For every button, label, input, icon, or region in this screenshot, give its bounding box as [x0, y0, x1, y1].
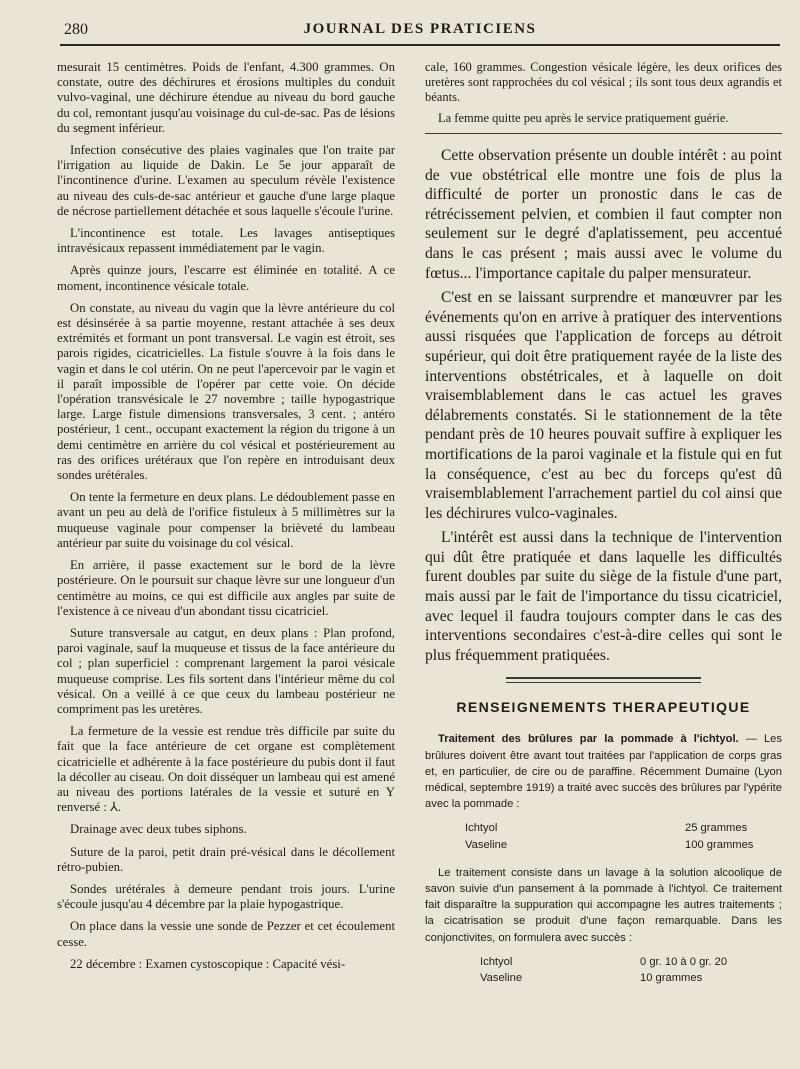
item-title: Traitement des brûlures par la pommade à l'ichtyol. — [438, 733, 739, 746]
formula-row — [425, 970, 782, 986]
paragraph: Infection consécutive des plaies vaginales que l'on traite par l'irrigation au liquide de Dakin. Le 5e jour apparaît de l'incontinence d'urine. L'examen au speculum révèle l'existence au niveau des culs-de-sac antérieur et gauche d'une large plaque de nécrose partiellement détachée et sous laquelle s'écoule l'urine. — [57, 143, 395, 218]
formula-row — [425, 820, 782, 836]
intro-text: — Les brûlures doivent être avant tout traitées par l'application de corps gras et, en particulier, de cire ou de paraffine. Récemment Dumaine (Lyon médical, septembre 1919) a traité avec succès des brûlures par l'ypérite avec la pommade : — [425, 733, 782, 811]
paragraph: Sondes urétérales à demeure pendant trois jours. L'urine s'écoule jusqu'au 4 décembre par la plaie hypogastrique. — [57, 881, 395, 912]
paragraph: Le traitement consiste dans un lavage à la solution alcoolique de savon suivie d'un pansement à la pommade à l'ichtyol. Ce traitement fait disparaître la suppuration qui accompagne les autres traitements ; la cicatrisation se produit d'une façon remarquable. Dans les conjonctivites, on formulera avec succès : — [425, 866, 782, 944]
case-continuation — [425, 60, 782, 126]
journal-title: JOURNAL DES PRATICIENS — [303, 21, 537, 37]
therapeutics-section — [425, 731, 782, 986]
paragraph: En arrière, il passe exactement sur le bord de la lèvre postérieure. On le poursuit sur chaque lèvre sur une longueur d'un centimètre au moins, ce qui est difficile aux angles par suite de l'existence à ce niveau d'un abondant tissu cicatriciel. — [57, 558, 395, 618]
paragraph: On constate, au niveau du vagin que la lèvre antérieure du col est désinsérée à sa partie moyenne, restant attachée à ses deux extrémités et formant un pont transversal. Le vagin est étroit, ses parois rigides, cicatricielles. La fistule s'ouvre à la fois dans le vagin et dans le col utérin. On ne peut l'apercevoir par le vagin et il paraît impossible de l'opérer par cette voie. On décide l'opération transvésicale le 27 novembre ; taille hypogastrique large. Large fistule dimensions transversales, 3 cent. ; antéro postérieur, 1 cent., occupant exactement la région du trigone à un demi centimètre en arrière du col vésical et postérieurement au ras des orifices urétéraux que l'on repère en introduisant deux sondes urétérales. — [57, 300, 395, 483]
formula-row — [425, 954, 782, 970]
ingredient-amount: 100 grammes — [685, 838, 754, 851]
formula-table — [425, 820, 782, 852]
paragraph: Suture de la paroi, petit drain pré-vésical dans le décollement rétro-pubien. — [57, 844, 395, 874]
separator-rule — [425, 133, 782, 134]
paragraph: cale, 160 grammes. Congestion vésicale légère, les deux orifices des uretères sont rapprochées du col vésical ; ils sont tous deux agrandis et béants. — [425, 60, 782, 104]
formula-row — [425, 837, 782, 853]
paragraph: 22 décembre : Examen cystoscopique : Capacité vési- — [70, 956, 346, 971]
ingredient-amount: 10 grammes — [640, 972, 703, 985]
section-ornament — [506, 677, 701, 683]
ingredient-name: Ichtyol — [465, 822, 498, 835]
page-header — [60, 18, 780, 44]
right-column — [425, 60, 782, 998]
paragraph: L'intérêt est aussi dans la technique de l'intervention qui dût être pratiquée et dans laquelle les difficultés furent doubles par suite du siège de la fistule d'une part, mais aussi par le fait de l'importance du tissu cicatriciel, avec lequel il faudra toujours compter dans le cas des interventions secondaires c'est-à-dire celles qui sont le plus fréquemment pratiquées. — [425, 529, 782, 664]
ingredient-name: Vaseline — [465, 838, 508, 851]
paragraph: L'incontinence est totale. Les lavages antiseptiques intravésicaux repassent immédiatement par le vagin. — [57, 226, 395, 256]
ingredient-name: Ichtyol — [480, 955, 513, 968]
ingredient-amount: 0 gr. 10 à 0 gr. 20 — [640, 955, 728, 968]
section-title: RENSEIGNEMENTS THERAPEUTIQUE — [456, 699, 751, 716]
paragraph: On tente la fermeture en deux plans. Le dédoublement passe en avant un peu au delà de l'orifice fistuleux à 5 millimètres sur la muqueuse vaginale pour compenser la brièveté du lambeau antérieur par suite du voisinage du col vésical. — [57, 490, 395, 550]
page-number: 280 — [64, 21, 88, 38]
ingredient-name: Vaseline — [480, 972, 523, 985]
paragraph: On place dans la vessie une sonde de Pezzer et cet écoulement cesse. — [57, 919, 395, 949]
paragraph: Suture transversale au catgut, en deux plans : Plan profond, paroi vaginale, sauf la muqueuse et tissus de la face antérieure du col ; plan superficiel : comprenant largement la paroi vésicale muqueuse comprise. Les fils sortent dans l'intérieur même du col vésical. On a veillé à ce que ceux du lambeau postérieur ne compriment pas les uretères. — [57, 625, 395, 716]
paragraph: C'est en se laissant surprendre et manœuvrer par les événements qu'on en arrive à pratiquer des interventions aussi risquées que l'application de forceps au détroit supérieur, qui doit être pratiquement rayée de la liste des interventions obstétricales, et à laquelle on doit vraisemblablement dans le cas actuel les graves délabrements constatés. Si le stationnement de la tête pendant près de 10 heures pouvait suffire à expliquer les mortifications de la paroi vaginale et la fistule qui en fut la conséquence, c'est au bec du forceps qu'est dû vraisemblablement l'arrachement partiel du col ainsi que les déchirures vulco-vaginales. — [425, 289, 782, 522]
paragraph: Cette observation présente un double intérêt : au point de vue obstétrical elle montre une fois de plus la difficulté de porter un pronostic dans le cas de rétrécissement pelvien, et combien il faut compter non seulement sur le degré d'aplatissement, peu accentué dans le cas présent ; mais aussi avec le volume du fœtus... l'importance capitale du palper mensurateur. — [425, 147, 782, 282]
paragraph: mesurait 15 centimètres. Poids de l'enfant, 4.300 grammes. On constate, outre des déchirures et érosions multiples du conduit vulvo-vaginal, une déchirure étendue au niveau du bord gauche du col, remontant jusqu'au voisinage du cul-de-sac. Pas de lésions du segment inférieur. — [57, 60, 395, 135]
paragraph: La femme quitte peu après le service pratiquement guérie. — [438, 111, 729, 125]
commentary — [425, 146, 782, 665]
paragraph: La fermeture de la vessie est rendue très difficile par suite du fait que la face antérieure de cet organe est complètement cicatricielle et adhérente à la face postérieure du pubis dont il faut la décoller au ciseau. On doit disséquer un lambeau qui est amené au niveau des portions latérales de la vessie et suturé en Y renversé : ⅄. — [57, 724, 395, 815]
left-column — [57, 60, 395, 979]
header-rule — [60, 44, 780, 46]
ingredient-amount: 25 grammes — [685, 822, 748, 835]
therapeutics-intro — [425, 731, 782, 812]
paragraph: Après quinze jours, l'escarre est éliminée en totalité. A ce moment, incontinence vésicale totale. — [57, 263, 395, 293]
formula-table — [425, 954, 782, 986]
paragraph: Drainage avec deux tubes siphons. — [70, 822, 247, 837]
